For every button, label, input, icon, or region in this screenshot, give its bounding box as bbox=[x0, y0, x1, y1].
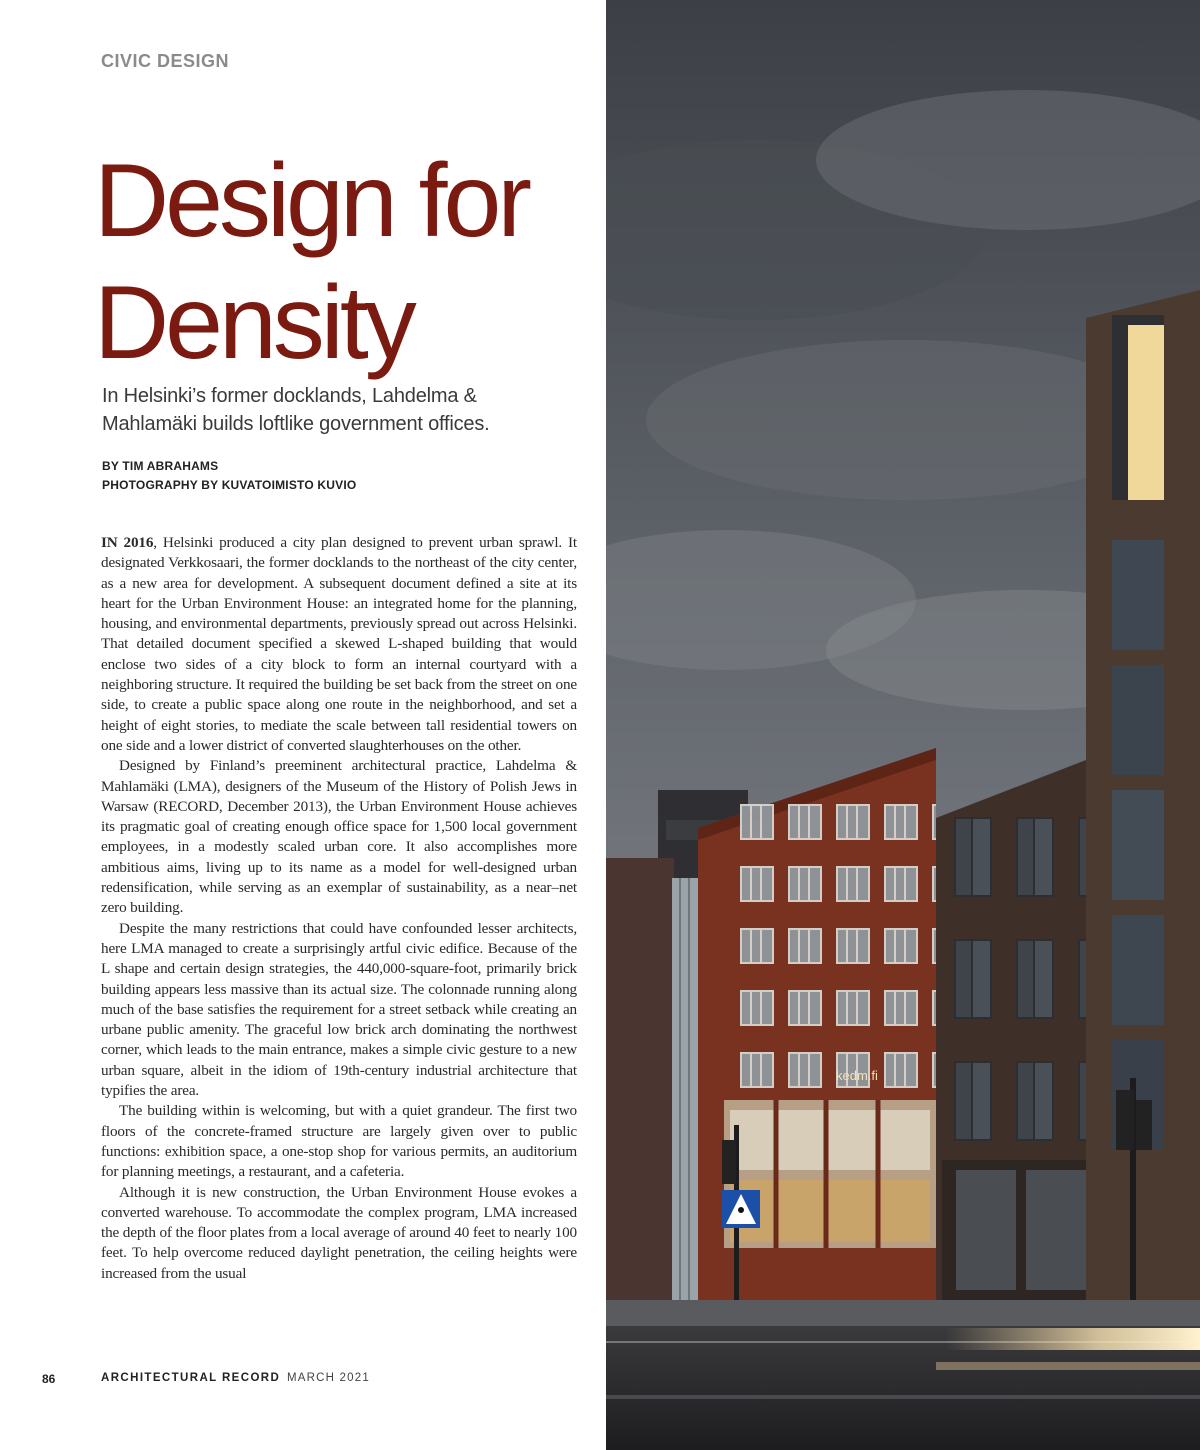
lead-in: IN 2016 bbox=[101, 534, 154, 551]
page-number: 86 bbox=[42, 1372, 56, 1386]
byline: BY TIM ABRAHAMS bbox=[102, 459, 219, 473]
storefront-sign: kedm.fi bbox=[836, 1068, 878, 1083]
page-footer bbox=[0, 1372, 606, 1388]
credits bbox=[102, 457, 356, 495]
body-paragraph: The building within is welcoming, but with a quiet grandeur. The first two floors of the concrete-framed structure are largely given over to public functions: exhibition space, a one-stop shop for various permits, an auditorium for planning meetings, a restaurant, and a cafeteria. bbox=[101, 1102, 577, 1181]
magazine-name: ARCHITECTURAL RECORD bbox=[101, 1372, 281, 1384]
building-photo bbox=[606, 0, 1200, 1450]
issue-date: MARCH 2021 bbox=[287, 1372, 370, 1384]
body-paragraph: IN 2016, Helsinki produced a city plan designed to prevent urban sprawl. It designated Verkkosaari, the former docklands to the northeast of the city center, as a new area for development. A subsequent document defined a site at its heart for the Urban Environment House: an integrated home for the planning, housing, and environmental departments, previously spread out across Helsinki. That detailed document specified a skewed L-shaped building that would enclose two sides of a city block to form an internal courtyard with a neighboring structure. It required the building be set back from the street on one side, to create a public space along one route in the neighborhood, and set a height of eight stories, to mediate the scale between tall residential towers on one side and a lower district of converted slaughterhouses on the other. bbox=[101, 534, 577, 754]
article-body bbox=[101, 533, 577, 1284]
section-label: CIVIC DESIGN bbox=[101, 51, 230, 71]
photo-credit: PHOTOGRAPHY BY KUVATOIMISTO KUVIO bbox=[102, 478, 357, 492]
building-photo-illustration bbox=[606, 0, 1200, 1450]
body-paragraph: Although it is new construction, the Urban Environment House evokes a converted warehouse. To accommodate the complex program, LMA increased the depth of the floor plates from a local average of around 40 feet to nearly 100 feet. To help overcome reduced daylight penetration, the ceiling heights were increased from the usual bbox=[101, 1183, 577, 1282]
deck-subtitle: In Helsinki’s former docklands, Lahdelma & Mahlamäki builds loftlike government offices. bbox=[102, 385, 490, 435]
body-paragraph: Designed by Finland’s preeminent architectural practice, Lahdelma & Mahlamäki (LMA), designers of the Museum of the History of Polish Jews in Warsaw (RECORD, December 2013), the Urban Environment House achieves its pragmatic goal of creating enough office space for 1,500 local government employees, in a modestly scaled urban core. It also accomplishes more ambitious aims, living up to its name as a model for well-designed urban redensification, while serving as an exemplar of sustainability, as a near–net zero building. bbox=[101, 757, 577, 917]
headline: Design for Density bbox=[94, 143, 528, 381]
body-paragraph: Despite the many restrictions that could have confounded lesser architects, here LMA managed to create a surprisingly artful civic edifice. Because of the L shape and certain design strategies, the 440,000-square-foot, primarily brick building appears less massive than its actual size. The colonnade running along much of the base satisfies the requirement for a street setback while creating an urbane public amenity. The graceful low brick arch dominating the northwest corner, which leads to the main entrance, makes a simple civic gesture to a new urban square, albeit in the idiom of 19th-century industrial architecture that typifies the area. bbox=[101, 919, 577, 1100]
